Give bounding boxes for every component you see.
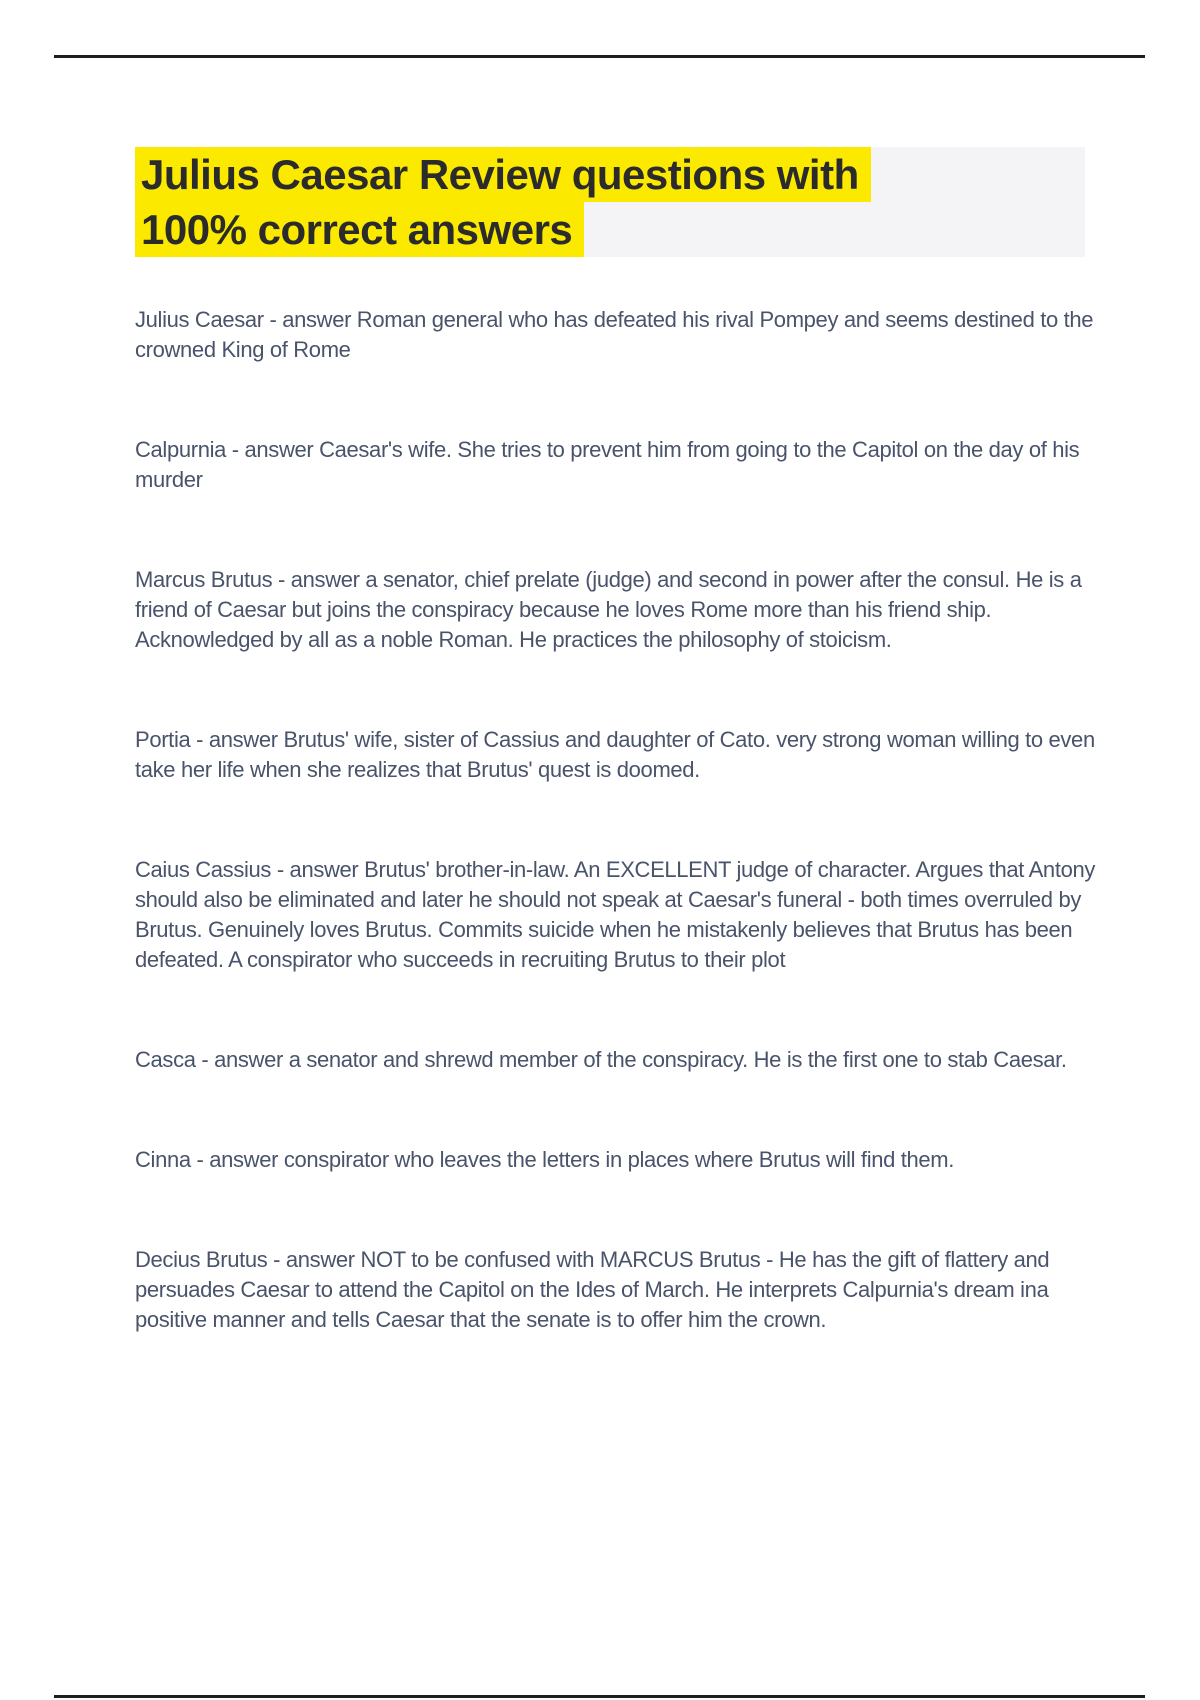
footer-rule xyxy=(54,1695,1145,1698)
document-content xyxy=(135,147,1100,1405)
qa-paragraph-portia: Portia - answer Brutus' wife, sister of Cassius and daughter of Cato. very strong woman willing to even take her life when she realizes that Brutus' quest is doomed. xyxy=(135,727,1095,782)
qa-paragraph-decius-brutus: Decius Brutus - answer NOT to be confused with MARCUS Brutus - He has the gift of flattery and persuades Caesar to attend the Capitol on the Ides of March. He interprets Calpurnia's dream ina positive manner and tells Caesar that the senate is to offer him the crown. xyxy=(135,1247,1050,1332)
title-block xyxy=(135,147,1085,257)
qa-paragraph-julius-caesar: Julius Caesar - answer Roman general who has defeated his rival Pompey and seems destined to the crowned King of Rome xyxy=(135,307,1094,362)
qa-paragraph-marcus-brutus: Marcus Brutus - answer a senator, chief prelate (judge) and second in power after the consul. He is a friend of Caesar but joins the conspiracy because he loves Rome more than his friend ship. Acknowledged by all as a noble Roman. He practices the philosophy of stoicism. xyxy=(135,567,1082,652)
qa-list xyxy=(135,305,1100,1335)
qa-paragraph-caius-cassius: Caius Cassius - answer Brutus' brother-in-law. An EXCELLENT judge of character. Argues that Antony should also be eliminated and later he should not speak at Caesar's funeral - both times overruled by Brutus. Genuinely loves Brutus. Commits suicide when he mistakenly believes that Brutus has been defeated. A conspirator who succeeds in recruiting Brutus to their plot xyxy=(135,857,1095,972)
qa-paragraph-cinna: Cinna - answer conspirator who leaves the letters in places where Brutus will find them. xyxy=(135,1147,955,1172)
header-rule xyxy=(54,55,1145,58)
qa-paragraph-casca: Casca - answer a senator and shrewd member of the conspiracy. He is the first one to stab Caesar. xyxy=(135,1047,1067,1072)
page-title-line-1: Julius Caesar Review questions with xyxy=(135,147,871,202)
qa-paragraph-calpurnia: Calpurnia - answer Caesar's wife. She tries to prevent him from going to the Capitol on the day of his murder xyxy=(135,437,1080,492)
page-title-line-2: 100% correct answers xyxy=(135,202,584,257)
page-title xyxy=(135,147,1085,257)
